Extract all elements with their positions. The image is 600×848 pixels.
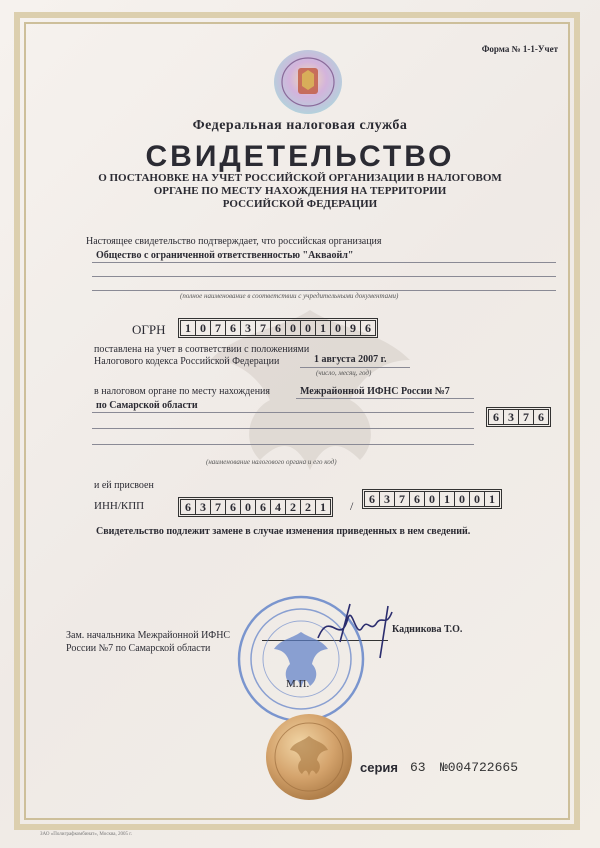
ogrn-digit: 7: [211, 320, 226, 336]
inn-digit: 4: [271, 499, 286, 515]
inn-digit: 2: [301, 499, 316, 515]
ogrn-digit: 3: [241, 320, 256, 336]
kpp-digit: 1: [485, 491, 500, 507]
serial-number: №004722665: [440, 760, 519, 775]
hologram-emblem-icon: [272, 48, 344, 116]
series-label: серия: [360, 760, 398, 775]
ogrn-digit: 6: [271, 320, 286, 336]
document-title: СВИДЕТЕЛЬСТВО: [145, 140, 455, 173]
ogrn-digit: 6: [361, 320, 376, 336]
signer-position: Зам. начальника Межрайонной ИФНС: [66, 630, 231, 641]
date-hint: (число, месяц, год): [316, 369, 372, 377]
authority-underline: [92, 412, 474, 413]
subtitle-line: ОРГАНЕ ПО МЕСТУ НАХОЖДЕНИЯ НА ТЕРРИТОРИИ: [153, 185, 447, 197]
authority-label: в налоговом органе по месту нахождения: [94, 386, 271, 397]
registered-text: Налогового кодекса Российской Федерации: [94, 356, 280, 367]
inn-digit: 6: [256, 499, 271, 515]
organization-name: Общество с ограниченной ответственностью "Акваойл": [96, 250, 354, 261]
org-name-underline: [92, 276, 556, 277]
kpp-boxes: [362, 489, 502, 509]
subtitle-line: О ПОСТАНОВКЕ НА УЧЕТ РОССИЙСКОЙ ОРГАНИЗАЦИИ В НАЛОГОВОМ: [98, 172, 502, 184]
code-digit: 6: [534, 409, 549, 425]
document-subtitle: [80, 172, 520, 211]
inn-digit: 6: [226, 499, 241, 515]
ogrn-number-boxes: [178, 318, 378, 338]
inn-boxes: [178, 497, 333, 517]
series-number: 63: [410, 760, 426, 775]
authority-hint: (наименование налогового органа и его код): [206, 458, 337, 466]
intro-text: Настоящее свидетельство подтверждает, что российская организация: [86, 236, 382, 247]
ogrn-digit: 0: [301, 320, 316, 336]
inn-digit: 3: [196, 499, 211, 515]
assigned-text: и ей присвоен: [94, 480, 154, 491]
kpp-digit: 6: [410, 491, 425, 507]
kpp-digit: 7: [395, 491, 410, 507]
org-name-underline: [92, 290, 556, 291]
kpp-digit: 0: [425, 491, 440, 507]
replacement-note: Свидетельство подлежит замене в случае изменения приведенных в нем сведений.: [96, 526, 471, 537]
inn-digit: 7: [211, 499, 226, 515]
ogrn-digit: 1: [180, 320, 196, 336]
inn-digit: 6: [180, 499, 196, 515]
ogrn-label: ОГРН: [132, 322, 166, 337]
authority-underline: [296, 398, 474, 399]
kpp-digit: 6: [364, 491, 380, 507]
stamp-place-label: М.П.: [286, 678, 310, 690]
ogrn-digit: 0: [286, 320, 301, 336]
printer-imprint: ЗАО «Полиграфкомбинат», Москва, 2005 г.: [40, 832, 132, 837]
ogrn-digit: 0: [196, 320, 211, 336]
form-number: Форма № 1-1-Учет: [481, 44, 558, 54]
gold-seal-icon: [264, 712, 354, 802]
kpp-digit: 1: [440, 491, 455, 507]
ogrn-digit: 1: [316, 320, 331, 336]
authority-underline: [92, 428, 474, 429]
ogrn-digit: 6: [226, 320, 241, 336]
ogrn-digit: 7: [256, 320, 271, 336]
code-digit: 7: [519, 409, 534, 425]
code-digit: 3: [504, 409, 519, 425]
authority-underline: [92, 444, 474, 445]
date-underline: [300, 367, 410, 368]
kpp-digit: 3: [380, 491, 395, 507]
authority-code-boxes: [486, 407, 551, 427]
code-digit: 6: [488, 409, 504, 425]
org-name-hint: (полное наименование в соответствии с учредительными документами): [180, 292, 399, 300]
authority-name: Межрайонной ИФНС России №7: [300, 386, 450, 397]
inn-kpp-separator: /: [350, 499, 354, 513]
kpp-digit: 0: [455, 491, 470, 507]
registered-text: поставлена на учет в соответствии с положениями: [94, 344, 310, 355]
org-name-underline: [92, 262, 556, 263]
ogrn-digit: 9: [346, 320, 361, 336]
subtitle-line: РОССИЙСКОЙ ФЕДЕРАЦИИ: [222, 198, 378, 210]
inn-digit: 1: [316, 499, 331, 515]
inn-digit: 0: [241, 499, 256, 515]
signer-name: Кадникова Т.О.: [392, 624, 463, 635]
issuer-service: Федеральная налоговая служба: [192, 118, 408, 133]
ogrn-digit: 0: [331, 320, 346, 336]
handwritten-signature-icon: [310, 598, 400, 668]
signer-position: России №7 по Самарской области: [66, 643, 211, 654]
inn-kpp-label: ИНН/КПП: [94, 500, 145, 512]
kpp-digit: 0: [470, 491, 485, 507]
authority-name-cont: по Самарской области: [96, 400, 198, 411]
registration-date: 1 августа 2007 г.: [314, 354, 387, 365]
inn-digit: 2: [286, 499, 301, 515]
